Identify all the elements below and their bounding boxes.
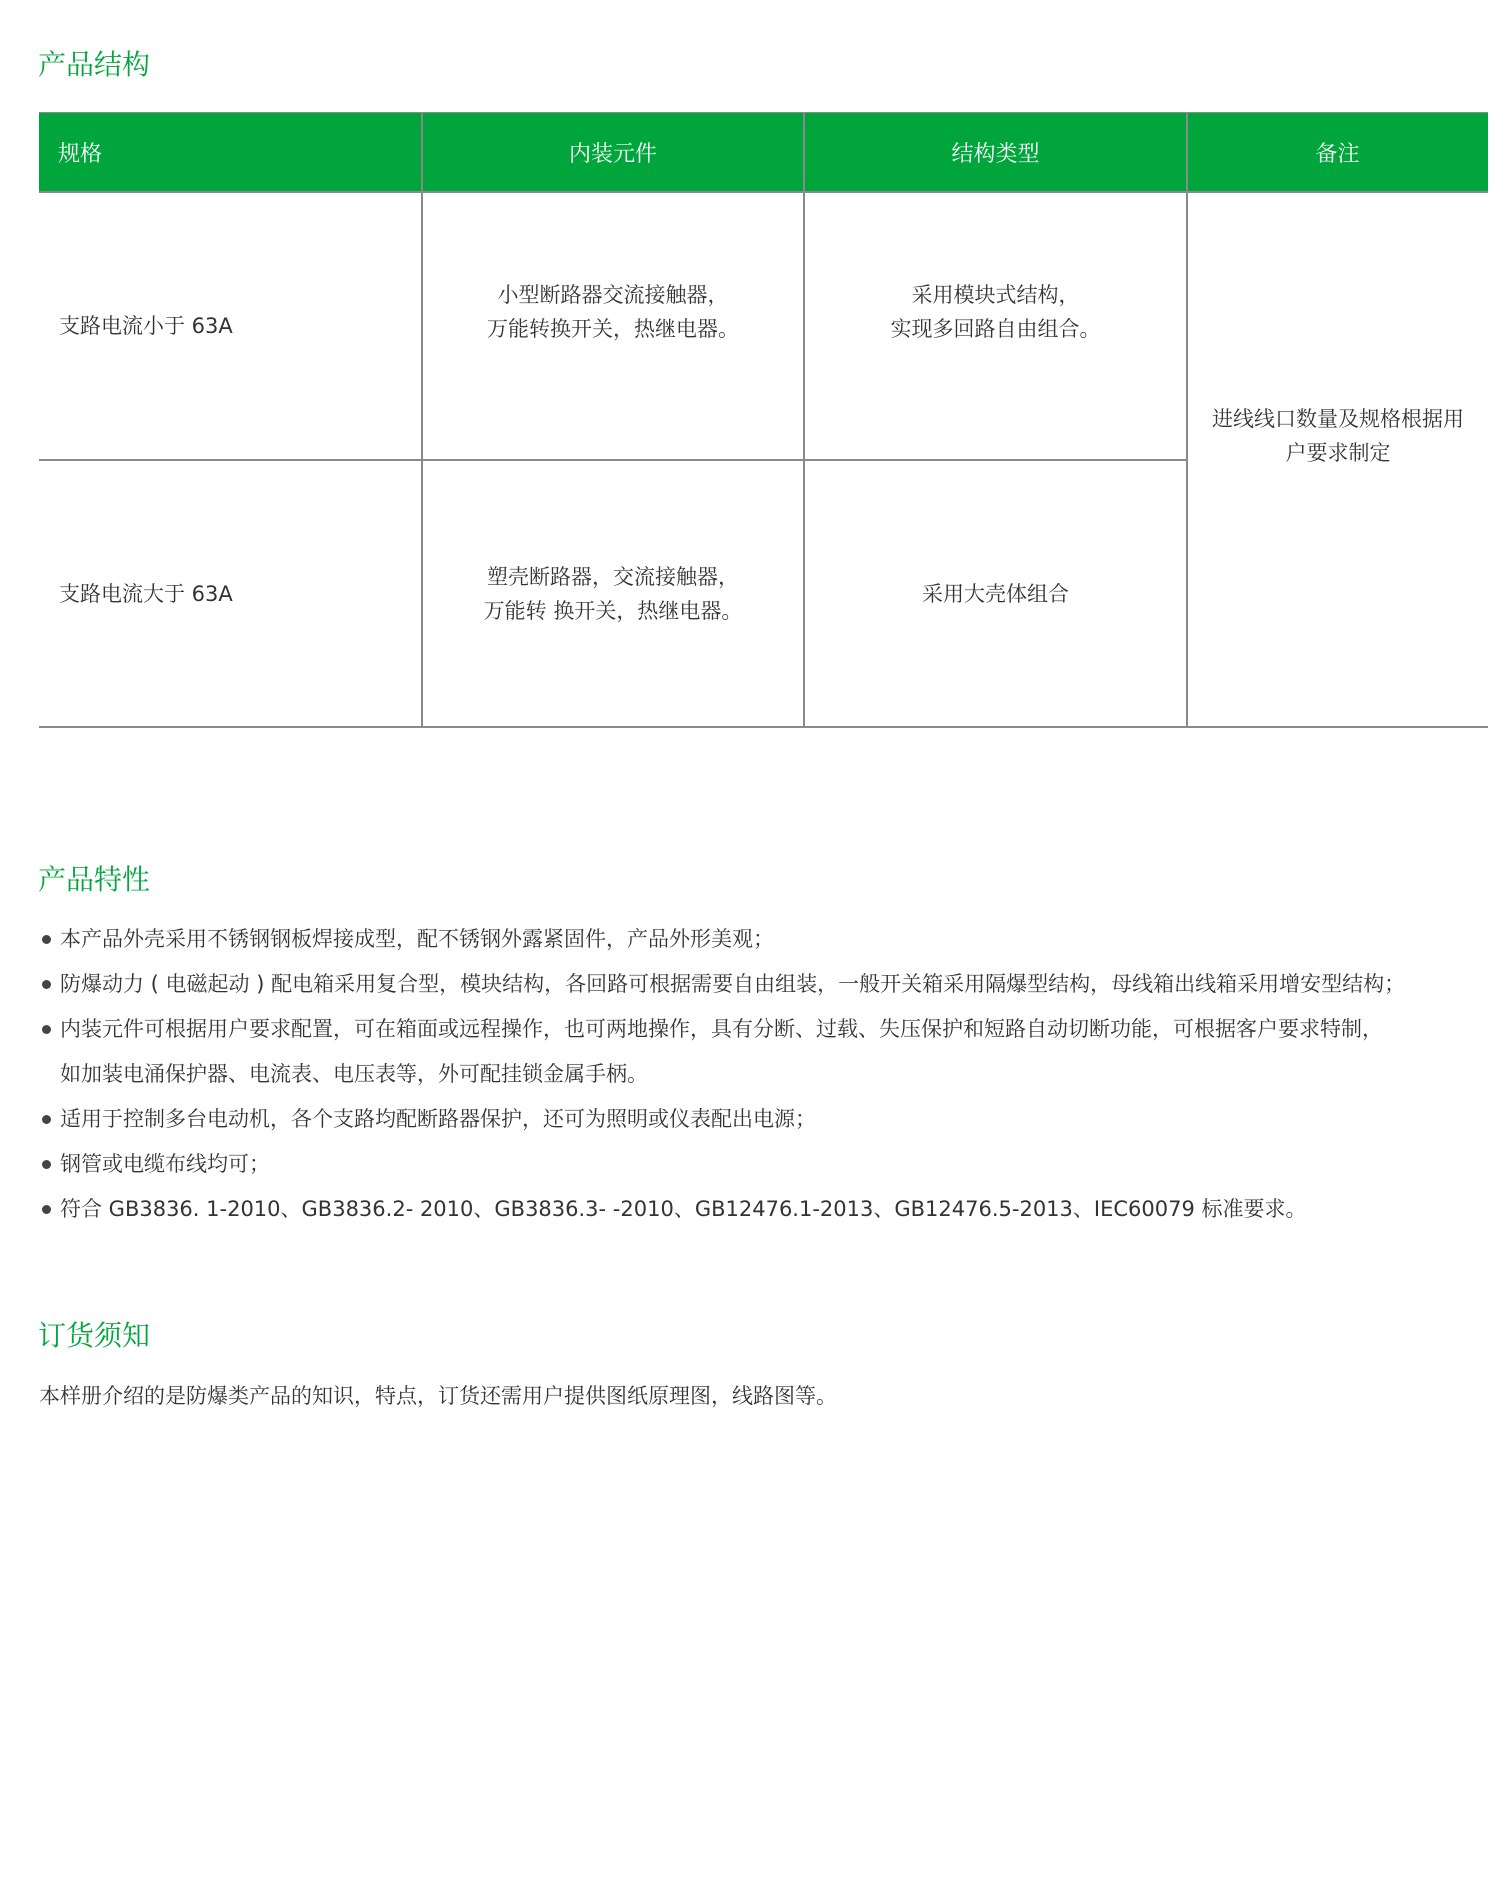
components-line-1: 小型断路器交流接触器，	[497, 283, 729, 307]
spec-text: 支路电流大于 63A	[59, 581, 233, 606]
header-cell-structure-type: 结构类型	[951, 141, 1040, 167]
feature-text: 本产品外壳采用不锈钢钢板焊接成型，配不锈钢外露紧固件，产品外形美观；	[60, 927, 774, 951]
structure-type-line-2: 实现多回路自由组合。	[890, 317, 1101, 341]
table-row-2-spec	[39, 461, 421, 726]
product-structure-table	[39, 112, 1488, 727]
feature-item	[42, 1007, 1492, 1097]
feature-text: 适用于控制多台电动机，各个支路均配断路器保护，还可为照明或仪表配出电源；	[60, 1107, 816, 1131]
table-row-1-structure-type	[805, 193, 1186, 459]
feature-text: 钢管或电缆布线均可；	[60, 1152, 270, 1176]
feature-item	[42, 1142, 1492, 1187]
structure-section-title: 产品结构	[38, 48, 151, 81]
bullet-icon	[42, 935, 51, 944]
feature-item	[42, 1097, 1492, 1142]
table-row-1-components	[423, 193, 803, 459]
feature-text: 防爆动力 ( 电磁起动 ) 配电箱采用复合型，模块结构，各回路可根据需要自由组装，一般开关箱采用隔爆型结构，母线箱出线箱采用增安型结构；	[60, 972, 1406, 996]
features-section-title: 产品特性	[38, 863, 151, 896]
bullet-icon	[42, 1115, 51, 1124]
bullet-icon	[42, 1205, 51, 1214]
feature-item	[42, 1187, 1492, 1232]
table-row-1-spec	[39, 193, 421, 459]
remark-line-2: 户要求制定	[1285, 440, 1391, 465]
remark-line-1: 进线线口数量及规格根据用	[1212, 406, 1464, 431]
table-row-2-components	[423, 461, 803, 726]
table-bottom-border	[39, 726, 1488, 728]
header-cell-spec: 规格	[58, 141, 103, 167]
feature-item	[42, 917, 1492, 962]
spec-text: 支路电流小于 63A	[59, 314, 233, 338]
features-list	[42, 917, 1492, 1232]
ordering-section-title: 订货须知	[38, 1319, 151, 1352]
header-cell-components: 内装元件	[568, 141, 657, 167]
feature-text: 内装元件可根据用户要求配置，可在箱面或远程操作，也可两地操作，具有分断、过载、失压保护和短路自动切断功能，可根据客户要求特制，	[60, 1017, 1383, 1041]
feature-text: 符合 GB3836. 1-2010、GB3836.2- 2010、GB3836.3- -2010、GB12476.1-2013、GB12476.5-2013、IEC60079 标准要求。	[60, 1197, 1307, 1221]
header-cell-remark: 备注	[1315, 141, 1360, 167]
table-remark-cell	[1188, 193, 1488, 726]
ordering-text: 本样册介绍的是防爆类产品的知识，特点，订货还需用户提供图纸原理图，线路图等。	[39, 1384, 837, 1408]
structure-type-line-1: 采用模块式结构，	[911, 283, 1080, 307]
bullet-icon	[42, 1160, 51, 1169]
components-line-2: 万能转 换开关，热继电器。	[483, 598, 743, 623]
bullet-icon	[42, 1025, 51, 1034]
components-line-2: 万能转换开关，热继电器。	[487, 317, 739, 341]
table-header-row	[39, 112, 1488, 193]
feature-item	[42, 962, 1492, 1007]
structure-type-line-1: 采用大壳体组合	[922, 581, 1069, 606]
bullet-icon	[42, 980, 51, 989]
table-row-2-structure-type	[805, 461, 1186, 726]
feature-text-continuation: 如加装电涌保护器、电流表、电压表等，外可配挂锁金属手柄。	[60, 1062, 648, 1086]
components-line-1: 塑壳断路器，交流接触器，	[487, 564, 739, 589]
